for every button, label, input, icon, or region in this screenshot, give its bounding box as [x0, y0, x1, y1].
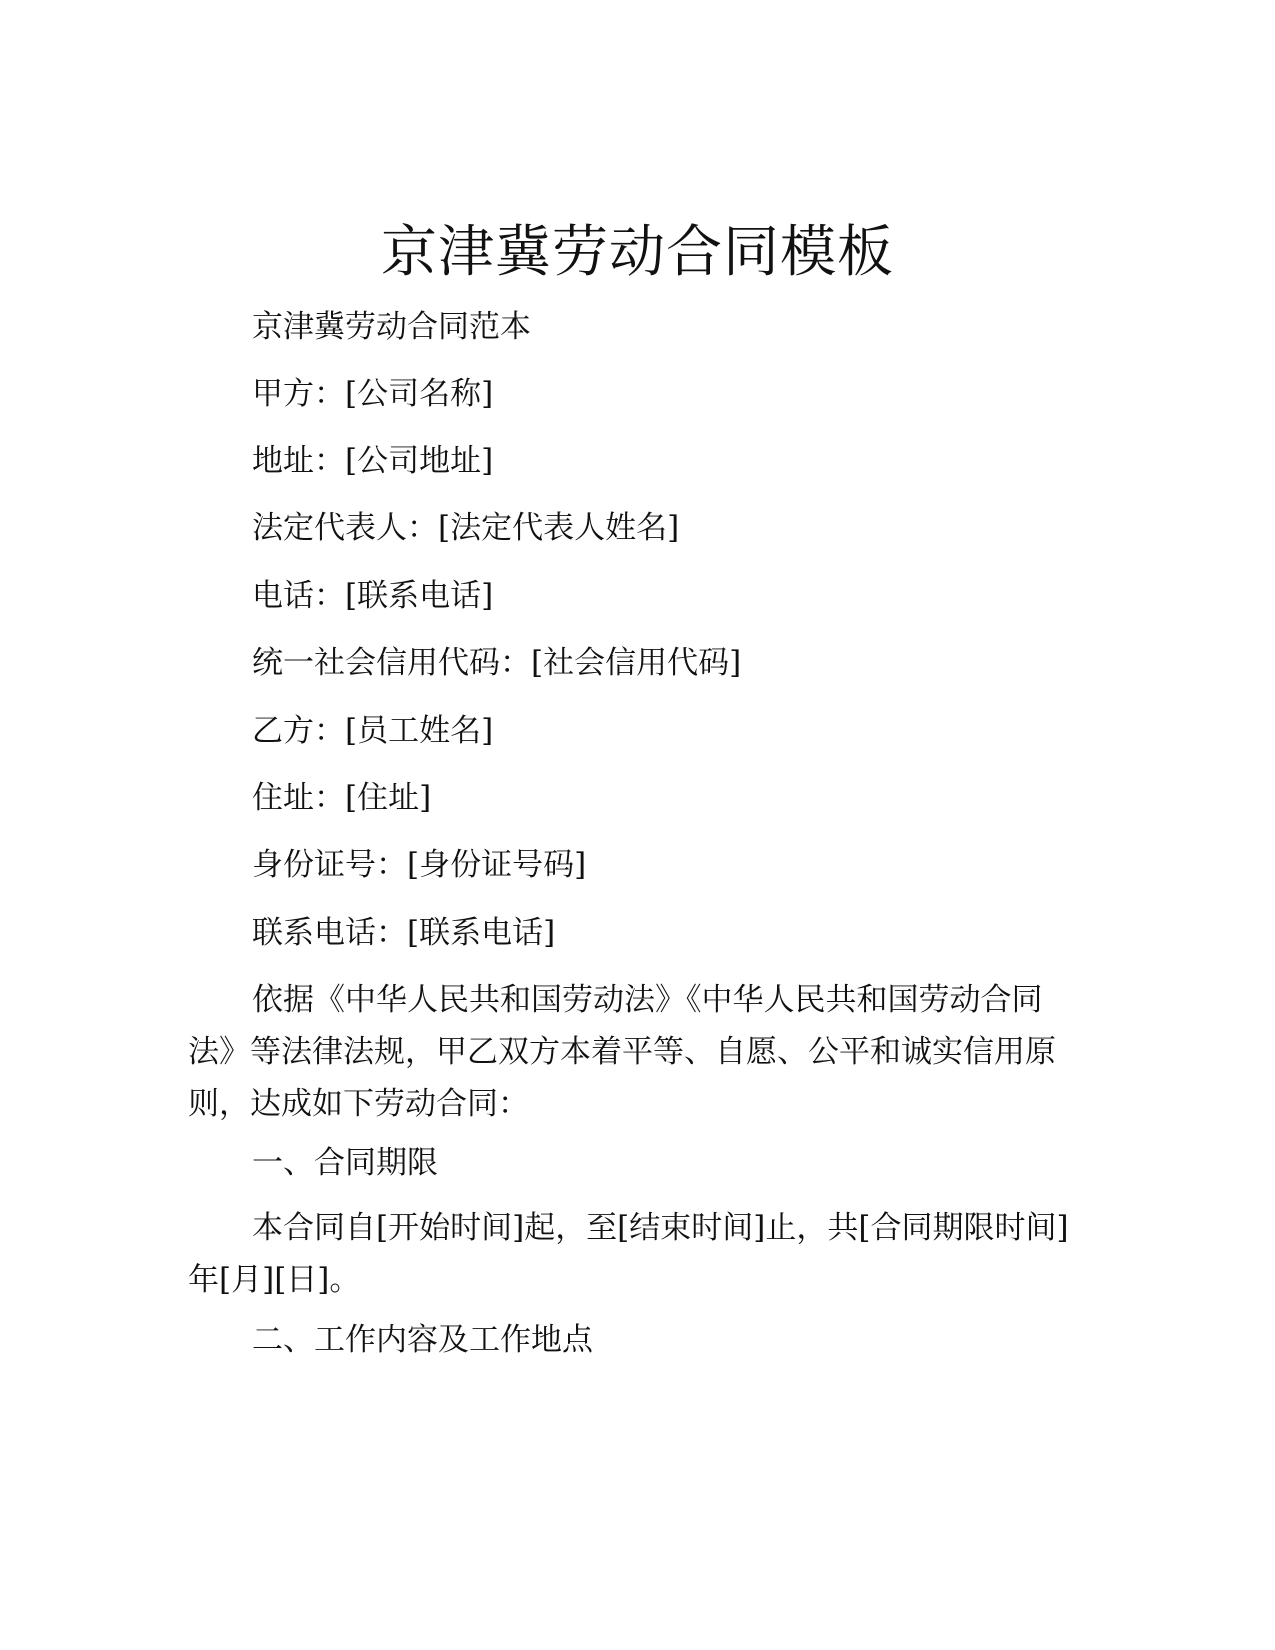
section-1-body: 本合同自[开始时间]起，至[结束时间]止，共[合同期限时间]年[月][日]。 [188, 1210, 1069, 1298]
party-b-address: 住址：[住址] [252, 780, 432, 816]
intro-paragraph: 依据《中华人民共和国劳动法》《中华人民共和国劳动合同法》等法律法规，甲乙双方本着平等、自愿、公平和诚实信用原则，达成如下劳动合同： [188, 982, 1056, 1122]
credit-code: 统一社会信用代码：[社会信用代码] [252, 645, 742, 681]
section-1-heading: 一、合同期限 [252, 1145, 438, 1181]
party-a-address: 地址：[公司地址] [252, 443, 494, 479]
party-b-id-number: 身份证号：[身份证号码] [252, 847, 587, 883]
section-2-heading: 二、工作内容及工作地点 [252, 1322, 593, 1358]
party-a-name: 甲方：[公司名称] [252, 376, 494, 412]
party-a-phone: 电话：[联系电话] [252, 578, 494, 614]
legal-representative: 法定代表人：[法定代表人姓名] [252, 510, 680, 546]
document-title: 京津冀劳动合同模板 [381, 220, 894, 285]
party-b-name: 乙方：[员工姓名] [252, 713, 494, 749]
party-b-phone: 联系电话：[联系电话] [252, 915, 556, 951]
template-subtitle: 京津冀劳动合同范本 [252, 309, 531, 345]
